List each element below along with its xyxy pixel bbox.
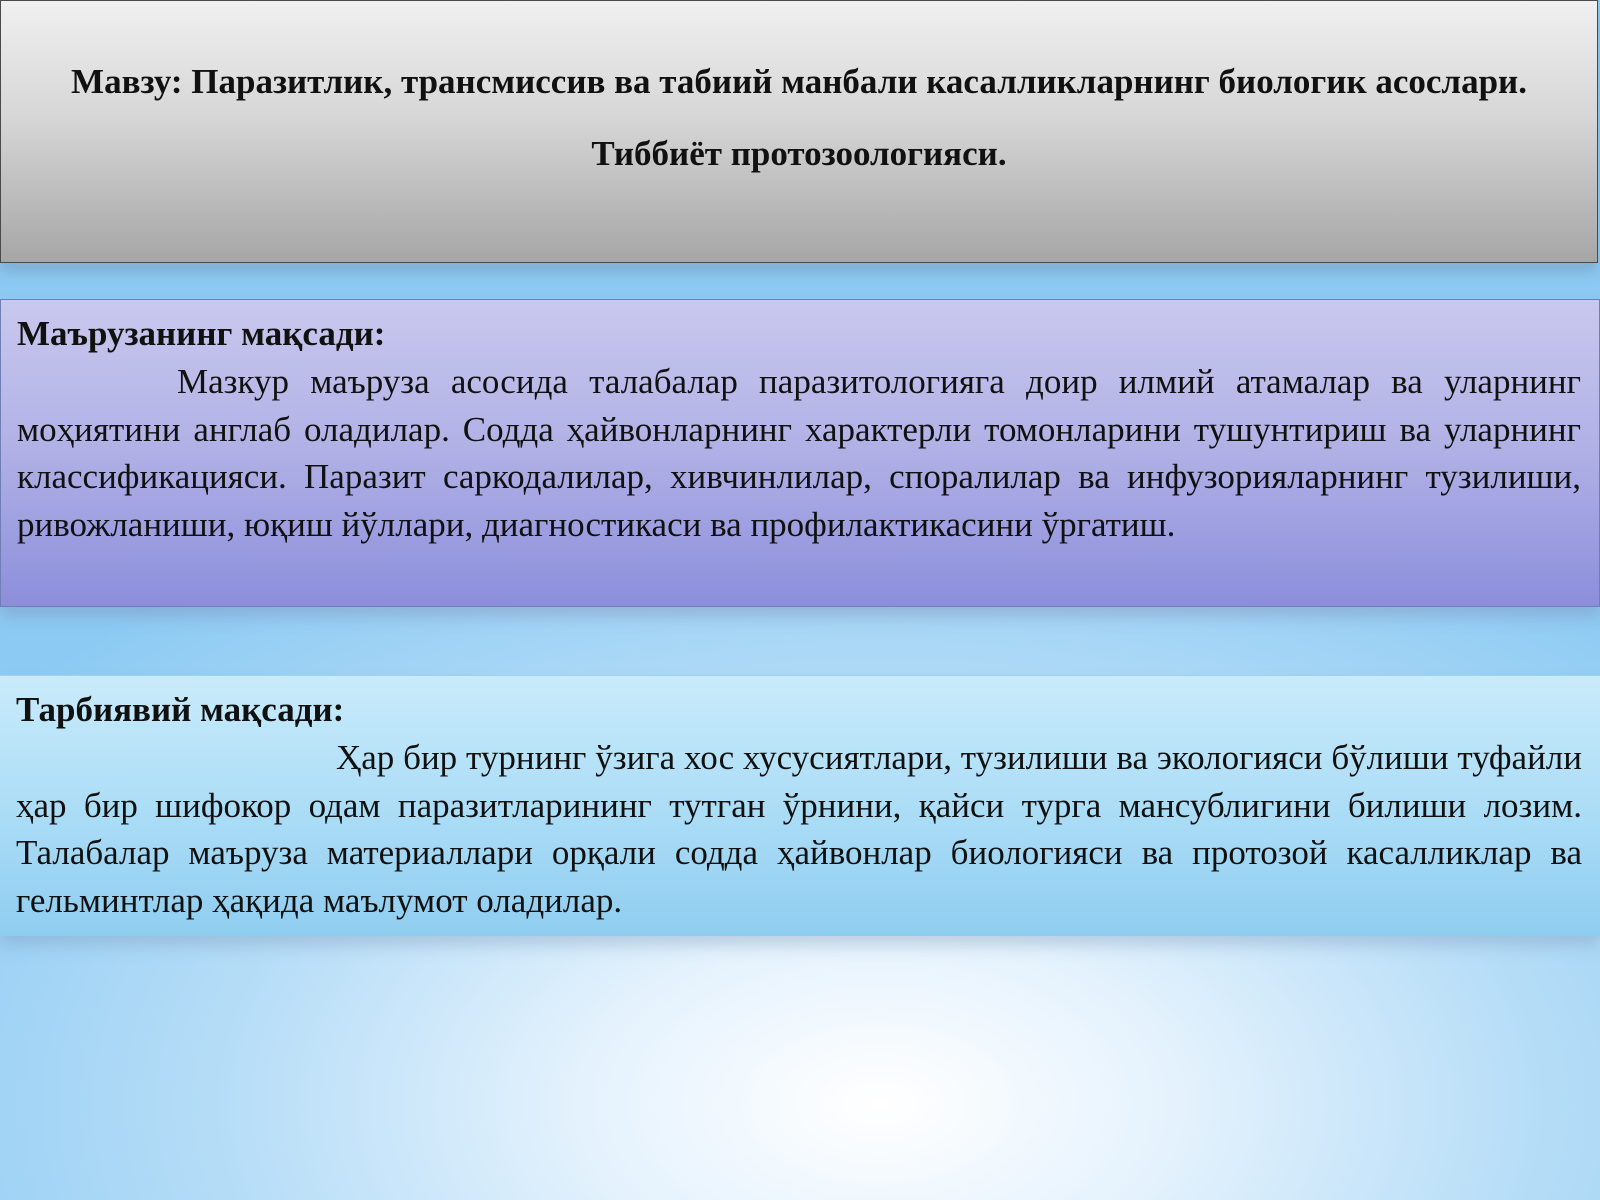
educational-goal-box	[0, 675, 1600, 936]
title-box	[0, 0, 1598, 263]
lecture-goal-text: Мазкур маъруза асосида талабалар паразитологияга доир илмий атамалар ва уларнинг моҳиятини англаб оладилар. Содда ҳайвонларнинг характерли томонларини тушунтириш ва уларнинг классификацияси. Паразит саркодалилар, хивчинлилар, споралилар ва инфузорияларнинг тузилиши, ривожланиши, юқиш йўллари, диагностикаси ва профилактикасини ўргатиш.	[17, 362, 1581, 544]
educational-goal-heading: Тарбиявий мақсади:	[16, 690, 345, 729]
lecture-goal-box	[0, 299, 1600, 607]
educational-goal-text: Ҳар бир турнинг ўзига хос хусусиятлари, тузилиши ва экологияси бўлиши туфайли ҳар бир шифокор одам паразитларининг тутган ўрнини, қайси турга мансублигини билиши лозим. Талабалар маъруза материаллари орқали содда ҳайвонлар биологияси ва протозой касалликлар ва гельминтлар ҳақида маълумот оладилар.	[16, 738, 1582, 920]
slide-title: Мавзу: Паразитлик, трансмиссив ва табиий манбали касалликларнинг биологик асослари. Тиббиёт протозоологияси.	[71, 61, 1527, 173]
lecture-goal-heading: Маърузанинг мақсади:	[17, 314, 386, 353]
